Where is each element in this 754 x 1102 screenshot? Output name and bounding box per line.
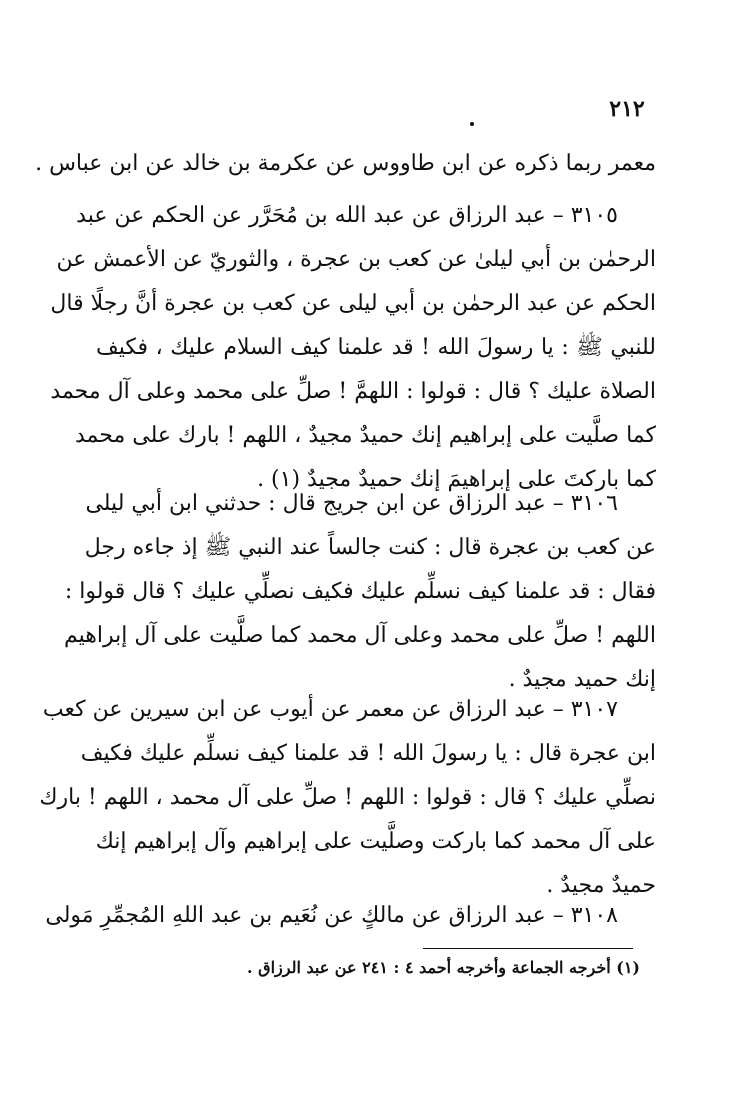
text-line: الصلاة عليك ؟ قال : قولوا : اللهمَّ ! صلِّ على محمد وعلى آل محمد (50, 379, 656, 404)
text-line: اللهم ! صلِّ على محمد وعلى آل محمد كما صلَّيت على آل إبراهيم (63, 623, 656, 648)
hadith-3107 (39, 688, 656, 908)
text-line: ٣١٠٥ – عبد الرزاق عن عبد الله بن مُحَرَّر عن الحكم عن عبد (76, 203, 618, 228)
ink-dot (470, 122, 474, 126)
text-line: نصلِّي عليك ؟ قال : قولوا : اللهم ! صلِّ على آل محمد ، اللهم ! بارك (39, 785, 656, 810)
hadith-3108 (45, 894, 656, 938)
text-line: كما باركتَ على إبراهيمَ إنك حميدٌ مجيدٌ (١) . (257, 467, 656, 492)
text-line: الرحمٰن بن أبي ليلىٰ عن كعب بن عجرة ، والثوريّ عن الأعمش عن (56, 247, 656, 272)
paragraph-continuation (35, 142, 656, 186)
page-number: ٢١٢ (609, 96, 645, 122)
hadith-3105 (50, 194, 656, 502)
text-line: عن كعب بن عجرة قال : كنت جالساً عند النبي ﷺ إذ جاءه رجل (84, 535, 656, 560)
text-line: على آل محمد كما باركت وصلَّيت على إبراهيم وآل إبراهيم إنك (95, 829, 656, 854)
text-line: ابن عجرة قال : يا رسولَ الله ! قد علمنا كيف نسلِّم عليك فكيف (80, 741, 656, 766)
text-line: فقال : قد علمنا كيف نسلِّم عليك فكيف نصلِّي عليك ؟ قال قولوا : (64, 579, 656, 604)
text-line: حميدٌ مجيدٌ . (546, 873, 656, 898)
hadith-3106 (63, 482, 656, 702)
footnote: (١) أخرجه الجماعة وأخرجه أحمد ٤ : ٢٤١ عن عبد الرزاق . (247, 958, 640, 977)
text-line: ٣١٠٦ – عبد الرزاق عن ابن جريج قال : حدثني ابن أبي ليلى (85, 491, 618, 516)
text-line: كما صلَّيت على إبراهيم إنك حميدٌ مجيدٌ ، اللهم ! بارك على محمد (75, 423, 656, 448)
text-line: ٣١٠٧ – عبد الرزاق عن معمر عن أيوب عن ابن سيرين عن كعب (42, 697, 618, 722)
footnote-divider (423, 948, 633, 949)
text-line: للنبي ﷺ : يا رسولَ الله ! قد علمنا كيف السلام عليك ، فكيف (96, 335, 656, 360)
text-line: إنك حميد مجيدٌ . (508, 667, 656, 692)
text-line: معمر ربما ذكره عن ابن طاووس عن عكرمة بن خالد عن ابن عباس . (35, 151, 656, 176)
text-line: ٣١٠٨ – عبد الرزاق عن مالكٍ عن نُعَيم بن عبد اللهِ المُجمِّرِ مَولى (45, 903, 618, 928)
text-line: الحكم عن عبد الرحمٰن بن أبي ليلى عن كعب بن عجرة أنَّ رجلًا قال (50, 291, 656, 316)
